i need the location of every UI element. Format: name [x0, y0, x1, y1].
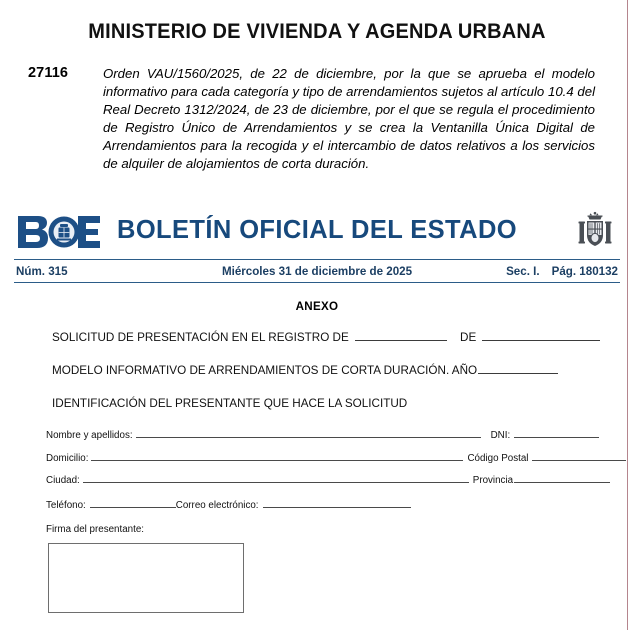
spain-coat-of-arms-icon: [574, 210, 616, 254]
page-edge-rule: [627, 0, 628, 630]
ministry-heading: MINISTERIO DE VIVIENDA Y AGENDA URBANA: [88, 19, 546, 43]
input-domicilio[interactable]: [91, 451, 463, 461]
label-dni: DNI:: [490, 430, 511, 441]
section-label: Sec. I.: [506, 265, 540, 278]
boe-title: BOLETÍN OFICIAL DEL ESTADO: [117, 216, 517, 244]
input-dni[interactable]: [514, 428, 599, 438]
label-codigo-postal: Código Postal: [467, 453, 529, 464]
signature-label: Firma del presentante:: [46, 524, 145, 535]
label-ciudad: Ciudad:: [46, 475, 80, 486]
label-nombre: Nombre y apellidos:: [46, 430, 133, 441]
input-provincia[interactable]: [514, 473, 610, 483]
input-telefono[interactable]: [90, 498, 176, 508]
registry-request-line: [52, 329, 600, 344]
order-number: 27116: [28, 65, 69, 81]
field-row-ciudad-provincia: [46, 473, 591, 486]
input-correo[interactable]: [263, 498, 411, 508]
annex-title: ANEXO: [295, 300, 339, 313]
field-row-telefono-correo: [46, 498, 591, 511]
boe-masthead: [0, 205, 634, 290]
input-nombre[interactable]: [136, 428, 481, 438]
registry-location-blank[interactable]: [482, 329, 600, 341]
label-telefono: Teléfono:: [46, 500, 86, 511]
section-and-page: [506, 265, 618, 278]
input-codigo-postal[interactable]: [532, 451, 626, 461]
model-year-blank[interactable]: [478, 362, 558, 374]
signature-box[interactable]: [48, 543, 244, 613]
issue-date: Miércoles 31 de diciembre de 2025: [221, 265, 413, 278]
page-label: Pág. 180132: [551, 265, 618, 278]
model-year-line: [52, 362, 558, 377]
issue-number: Núm. 315: [16, 265, 68, 278]
identification-heading: IDENTIFICACIÓN DEL PRESENTANTE QUE HACE LA SOLICITUD: [52, 397, 408, 410]
masthead-rule-top: [14, 259, 620, 260]
model-line-label: MODELO INFORMATIVO DE ARRENDAMIENTOS DE CORTA DURACIÓN. AÑO: [52, 364, 478, 377]
field-row-nombre-dni: [46, 428, 591, 441]
registry-request-prefix: SOLICITUD DE PRESENTACIÓN EN EL REGISTRO DE: [52, 331, 349, 344]
order-summary-text: Orden VAU/1560/2025, de 22 de diciembre, por la que se aprueba el modelo informativo para cada categoría y tipo de arrendamientos sujetos al artículo 10.4 del Real Decreto 1312/2024, de 23 de diciembre, por el que se regula el procedimiento de Registro Único de Arrendamientos y se crea la Ventanilla Única Digital de Arrendamientos para la recogida y el intercambio de datos relativos a los servicios de alquiler de alojamientos de corta duración.: [103, 66, 595, 172]
input-ciudad[interactable]: [83, 473, 469, 483]
masthead-rule-bottom: [14, 282, 620, 283]
registry-request-join: DE: [460, 331, 477, 344]
label-correo: Correo electrónico:: [175, 500, 259, 511]
masthead-meta-row: [0, 263, 634, 282]
label-provincia: Provincia: [472, 475, 514, 486]
label-domicilio: Domicilio:: [46, 453, 89, 464]
registry-name-blank[interactable]: [355, 329, 447, 341]
field-row-domicilio-cp: [46, 451, 591, 464]
